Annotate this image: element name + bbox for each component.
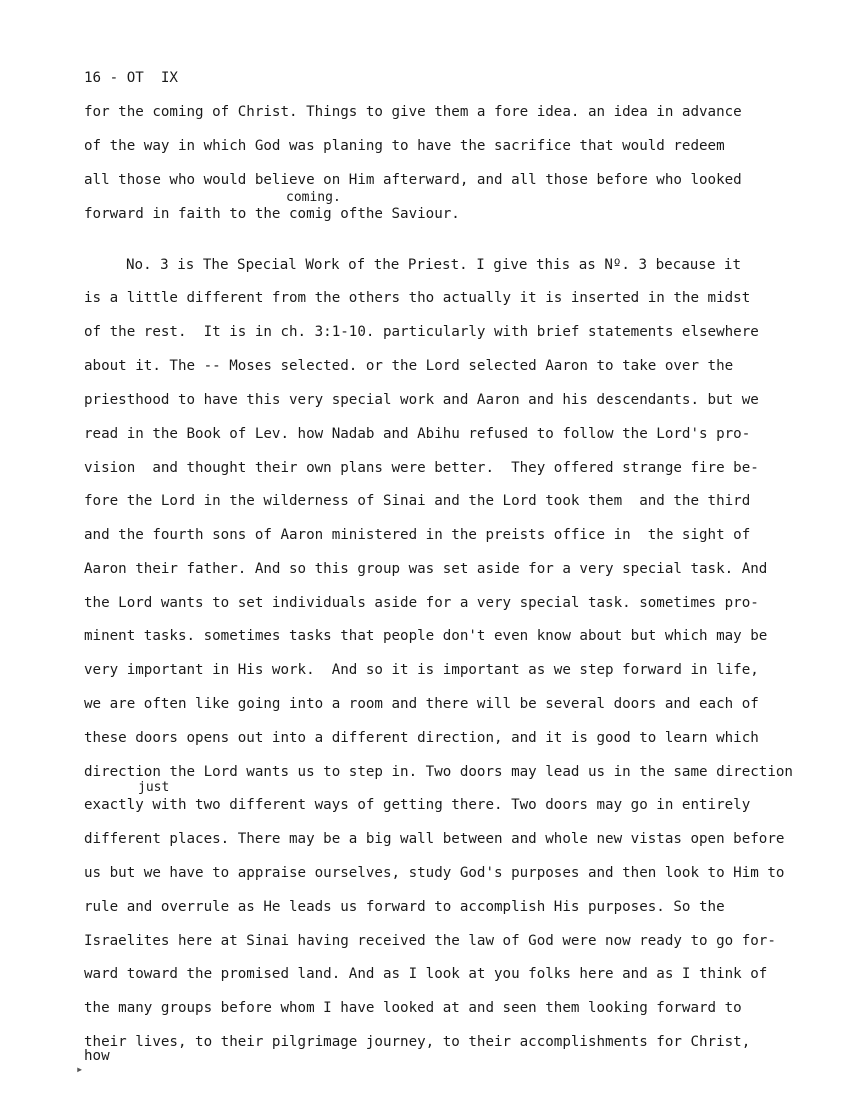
text-line: we are often like going into a room and there will be several doors and each of xyxy=(84,696,759,712)
text-line: how xyxy=(84,1048,110,1064)
text-line: the many groups before whom I have looked at and seen them looking forward to xyxy=(84,1000,742,1016)
text-line: and the fourth sons of Aaron ministered in the preists office in the sight of xyxy=(84,527,751,543)
handwritten-insertion: coming. xyxy=(286,190,341,205)
text-line: read in the Book of Lev. how Nadab and Abihu refused to follow the Lord's pro- xyxy=(84,426,751,442)
text-line: about it. The -- Moses selected. or the Lord selected Aaron to take over the xyxy=(84,358,734,374)
text-line: these doors opens out into a different direction, and it is good to learn which xyxy=(84,730,759,746)
text-line: the Lord wants to set individuals aside for a very special task. sometimes pro- xyxy=(84,595,759,611)
text-line: of the rest. It is in ch. 3:1-10. particularly with brief statements elsewhere xyxy=(84,324,759,340)
text-line: very important in His work. And so it is important as we step forward in life, xyxy=(84,662,759,678)
text-line: direction the Lord wants us to step in. Two doors may lead us in the same direction xyxy=(84,764,793,780)
text-line: fore the Lord in the wilderness of Sinai and the Lord took them and the third xyxy=(84,493,751,509)
text-line: rule and overrule as He leads us forward to accomplish His purposes. So the xyxy=(84,899,725,915)
margin-arrow-icon: ▸ xyxy=(76,1062,84,1076)
text-line: vision and thought their own plans were better. They offered strange fire be- xyxy=(84,460,759,476)
text-line: is a little different from the others tho actually it is inserted in the midst xyxy=(84,290,751,306)
text-line: their lives, to their pilgrimage journey, to their accomplishments for Christ, xyxy=(84,1034,751,1050)
text-line: for the coming of Christ. Things to give them a fore idea. an idea in advance xyxy=(84,104,742,120)
text-line: forward in faith to the comig ofthe Saviour. xyxy=(84,206,460,222)
paragraph-first-line: No. 3 is The Special Work of the Priest. I give this as Nº. 3 because it xyxy=(126,257,741,273)
text-line: ward toward the promised land. And as I look at you folks here and as I think of xyxy=(84,966,768,982)
text-line: different places. There may be a big wall between and whole new vistas open before xyxy=(84,831,785,847)
text-line: of the way in which God was planing to have the sacrifice that would redeem xyxy=(84,138,725,154)
text-line: Israelites here at Sinai having received the law of God were now ready to go for- xyxy=(84,933,776,949)
text-line: us but we have to appraise ourselves, study God's purposes and then look to Him to xyxy=(84,865,785,881)
page-header: 16 - OT IX xyxy=(84,70,178,86)
text-line: priesthood to have this very special work and Aaron and his descendants. but we xyxy=(84,392,759,408)
text-line: Aaron their father. And so this group was set aside for a very special task. And xyxy=(84,561,768,577)
text-line: exactly with two different ways of getting there. Two doors may go in entirely xyxy=(84,797,751,813)
text-line: minent tasks. sometimes tasks that people don't even know about but which may be xyxy=(84,628,768,644)
text-line: all those who would believe on Him afterward, and all those before who looked xyxy=(84,172,742,188)
handwritten-insertion: just xyxy=(138,780,170,795)
